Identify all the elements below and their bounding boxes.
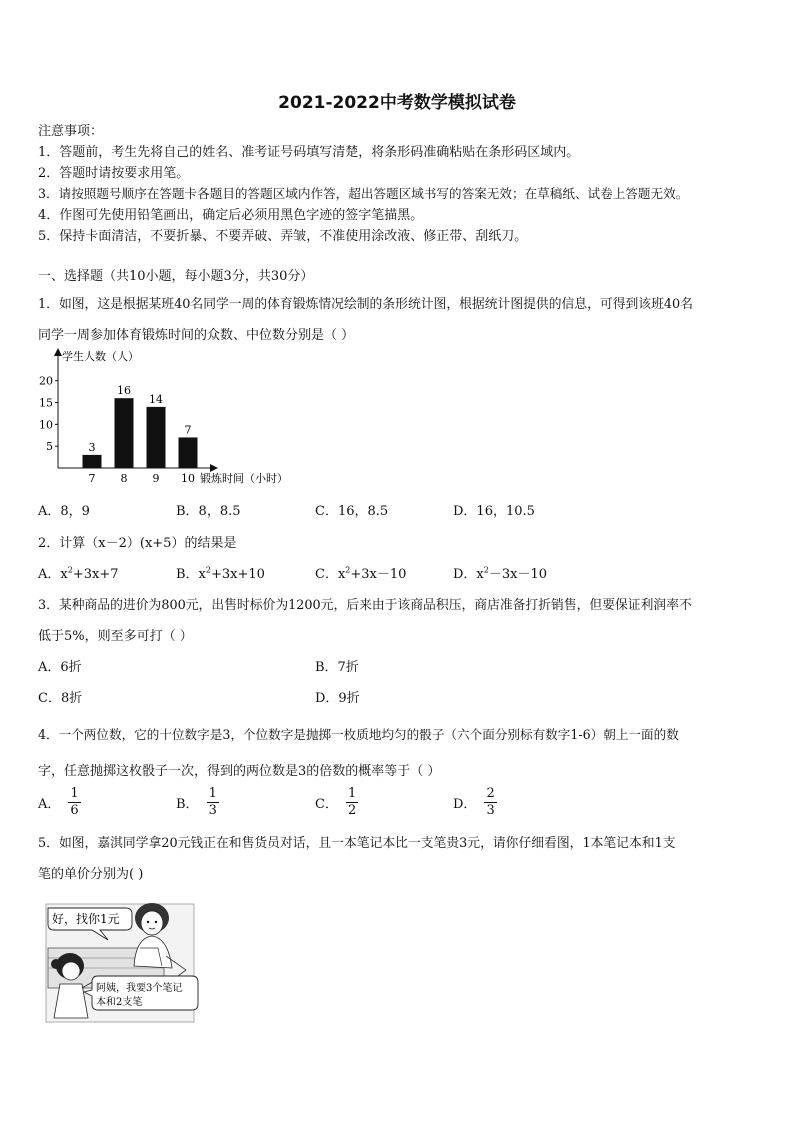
note-item: 3．请按照题号顺序在答题卡各题目的答题区域内作答，超出答题区域书写的答案无效；在草稿纸、试卷上答题无效。 [38, 186, 689, 201]
question-2: 2．计算（x－2）(x+5）的结果是 [38, 536, 237, 551]
option-a: A．$x^2+3x+7$ [38, 565, 119, 582]
option-c: C．$x^2+3x-10$ [315, 565, 407, 582]
bar-9 [147, 407, 166, 468]
option-d: D．$x^2-3x-10$ [453, 565, 548, 582]
option-b: B． $\frac{1}{3}$ [176, 786, 217, 818]
y-tick-label: 10 [39, 418, 53, 432]
fraction: $\frac{2}{3}$ [486, 786, 495, 818]
question-3-line-1: 3．某种商品的进价为800元，出售时标价为1200元，后来由于该商品积压，商店准备打折销售，但要保证利润率不 [38, 598, 692, 613]
x-tick-label: 10 [181, 472, 195, 485]
option-b: B．7折 [315, 660, 359, 675]
y-tick-label: 5 [46, 440, 53, 454]
option-b: B．$x^2+3x+10$ [176, 565, 265, 582]
option-d: D．16，10.5 [453, 504, 535, 519]
x-axis-label: 锻炼时间（小时） [200, 472, 288, 485]
question-5-line-1: 5．如图，嘉淇同学拿20元钱正在和售货员对话，且一本笔记本比一支笔贵3元，请你仔细看图，1本笔记本和1支 [38, 836, 676, 851]
bar-value-label: 14 [149, 392, 163, 406]
option-a: A．6折 [38, 660, 82, 675]
question-1-line-2: 同学一周参加体育锻炼时间的众数、中位数分别是（ ） [38, 328, 355, 343]
bar-value-label: 7 [184, 423, 192, 437]
fraction: $\frac{1}{6}$ [70, 786, 79, 818]
question-4-line-2: 字，任意抛掷这枚骰子一次，得到的两位数是3的倍数的概率等于（ ） [38, 764, 441, 779]
option-a: A．8，9 [38, 504, 90, 519]
option-a: A． $\frac{1}{6}$ [38, 786, 79, 818]
bar-8 [115, 398, 134, 468]
option-c: C．16，8.5 [315, 504, 389, 519]
option-c: C．8折 [38, 691, 83, 706]
note-item: 4．作图可先使用铅笔画出，确定后必须用黑色字迹的签字笔描黑。 [38, 208, 424, 223]
notes-heading: 注意事项： [38, 124, 104, 139]
note-item: 1．答题前，考生先将自己的姓名、准考证号码填写清楚，将条形码准确粘贴在条形码区域内。 [38, 145, 580, 160]
bubble-bottom-text-2: 本和2支笔 [96, 997, 143, 1008]
shop-illustration [40, 896, 200, 1026]
x-tick-label: 7 [88, 472, 96, 485]
page-title: 2021-2022中考数学模拟试卷 [278, 93, 516, 113]
y-axis-label: 学生人数（人） [62, 350, 139, 363]
option-d: D．9折 [315, 691, 360, 706]
fraction: $\frac{1}{2}$ [347, 786, 357, 818]
bubble-bottom-text-1: 阿姨，我要3个笔记 [96, 983, 183, 994]
bar-7 [83, 455, 102, 468]
x-tick-label: 8 [120, 472, 128, 485]
question-1-line-1: 1．如图，这是根据某班40名同学一周的体育锻炼情况绘制的条形统计图，根据统计图提供的信息，可得到该班40名 [38, 297, 693, 312]
question-3-line-2: 低于5%，则至多可打（ ） [38, 629, 193, 644]
bar-chart [36, 348, 306, 488]
section-heading: 一、选择题（共10小题，每小题3分，共30分） [38, 269, 314, 284]
bar-value-label: 3 [88, 440, 96, 454]
question-4-line-1: 4．一个两位数，它的十位数字是3，个位数字是抛掷一枚质地均匀的骰子（六个面分别标有数字1-6）朝上一面的数 [38, 727, 679, 742]
option-d: D． $\frac{2}{3}$ [453, 786, 495, 818]
fraction: $\frac{1}{3}$ [208, 786, 217, 818]
note-item: 5．保持卡面清洁，不要折暴、不要弄破、弄皱，不准使用涂改液、修正带、刮纸刀。 [38, 229, 528, 244]
question-5-line-2: 笔的单价分别为( ) [38, 867, 144, 882]
bar-value-label: 16 [117, 384, 131, 398]
y-tick-label: 15 [39, 396, 53, 410]
x-tick-label: 9 [152, 472, 160, 485]
bubble-top-text: 好，找你1元 [52, 912, 120, 926]
y-tick-label: 20 [39, 374, 53, 388]
option-c: C． $\frac{1}{2}$ [315, 786, 357, 818]
option-b: B．8，8.5 [176, 504, 241, 519]
note-item: 2．答题时请按要求用笔。 [38, 166, 190, 181]
bar-10 [179, 437, 198, 468]
